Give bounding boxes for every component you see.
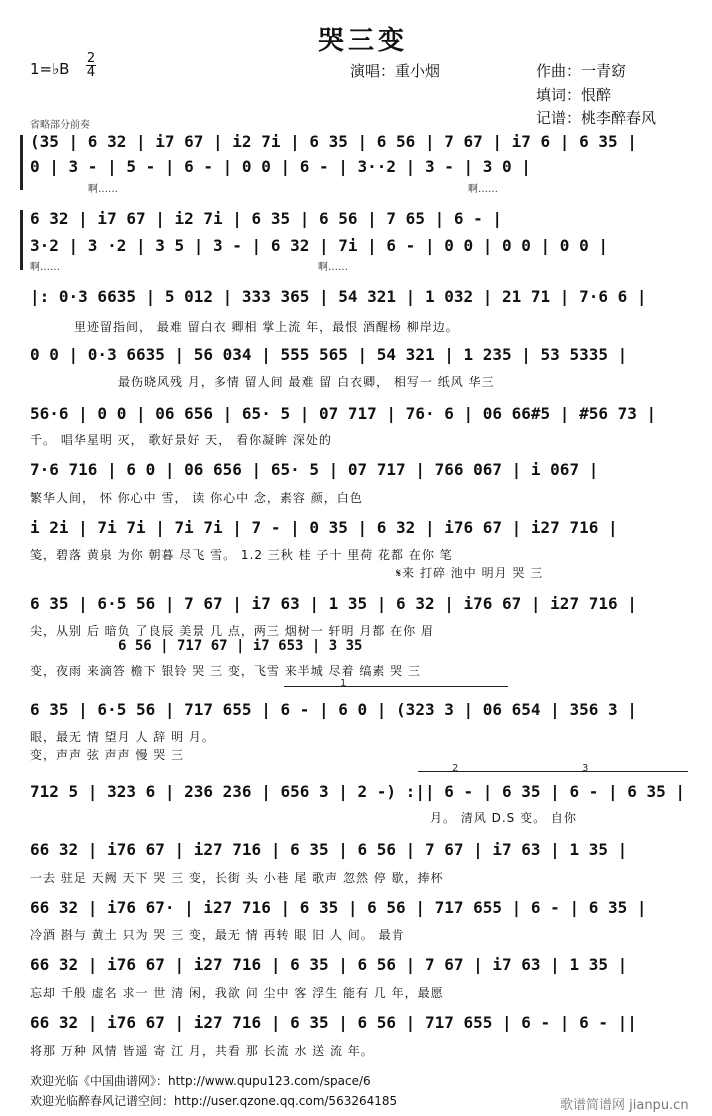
time-signature: [86, 52, 96, 79]
notation-line: 66 32 | i76 67 | i27 716 | 6 35 | 6 56 | 717 655 | 6 - | 6 - ||: [30, 1013, 637, 1032]
notation-line: (35 | 6 32 | i7 67 | i2 7i | 6 35 | 6 56 | 7 67 | i7 6 | 6 35 |: [30, 132, 637, 151]
lyric-line: 冷酒 斟与 黄土 只为 哭 三 变，最无 情 再转 眼 旧 人 间。 最肯: [30, 928, 405, 942]
time-top: 2: [86, 51, 96, 66]
notation-line-alt: 6 56 | 717 67 | i7 653 | 3 35: [118, 638, 363, 654]
lyric-ah: 啊……: [468, 184, 498, 195]
notation-line: i 2i | 7i 7i | 7i 7i | 7 - | 0 35 | 6 32 | i76 67 | i27 716 |: [30, 518, 618, 537]
lyric-line: 繁华人间， 怀 你心中 雪， 读 你心中 念，素容 颜，白色: [30, 491, 363, 505]
notation-line: |: 0·3 6635 | 5 012 | 333 365 | 54 321 | 1 032 | 21 71 | 7·6 6 |: [30, 287, 647, 306]
lyric-line: 月。 清风 D.S 变。 自你: [430, 811, 577, 825]
notation-line: 7·6 716 | 6 0 | 06 656 | 65· 5 | 07 717 | 766 067 | i 067 |: [30, 460, 599, 479]
lyricist-credit: 填词：恨醉: [536, 86, 612, 104]
footer-link-1[interactable]: 欢迎光临《中国曲谱网》：http://www.qupu123.com/space/6: [30, 1074, 371, 1088]
notation-line: 6 35 | 6·5 56 | 717 655 | 6 - | 6 0 | (323 3 | 06 654 | 356 3 |: [30, 700, 637, 719]
notation-line: 6 32 | i7 67 | i2 7i | 6 35 | 6 56 | 7 65 | 6 - |: [30, 209, 503, 228]
intro-note: 省略部分前奏: [30, 120, 90, 131]
lyric-line-2: 变，夜雨 来滴答 檐下 银铃 哭 三 变，飞雪 来半城 尽着 缟素 哭 三: [30, 664, 421, 678]
notation-line: 0 | 3 - | 5 - | 6 - | 0 0 | 6 - | 3··2 | 3 - | 3 0 |: [30, 157, 531, 176]
notation-line: 66 32 | i76 67 | i27 716 | 6 35 | 6 56 | 7 67 | i7 63 | 1 35 |: [30, 840, 628, 859]
footer-link-2[interactable]: 欢迎光临醉春风记谱空间：http://user.qzone.qq.com/563264185: [30, 1094, 398, 1108]
lyric-line-2: 𝄋来 打碎 池中 明月 哭 三: [396, 566, 544, 580]
key-signature: 1=♭B: [30, 60, 70, 78]
time-bottom: 4: [86, 65, 96, 80]
lyric-line-2: 变，声声 弦 声声 慢 哭 三: [30, 748, 185, 762]
lyric-line: 最伤晓风残 月，多情 留人间 最难 留 白衣卿， 相写一 纸风 华三: [118, 375, 495, 389]
song-title: 哭三变: [318, 26, 409, 56]
system-bracket: [20, 210, 23, 270]
transcriber-credit: 记谱：桃李醉春风: [536, 109, 657, 127]
lyric-ah: 啊……: [30, 262, 60, 273]
composer-credit: 作曲：一青窈: [536, 62, 627, 80]
volta-number: 1: [340, 678, 347, 689]
lyric-line: 一去 驻足 天阙 天下 哭 三 变，长街 头 小巷 尾 歌声 忽然 停 歇，捧杯: [30, 871, 444, 885]
notation-line: 0 0 | 0·3 6635 | 56 034 | 555 565 | 54 321 | 1 235 | 53 5335 |: [30, 345, 628, 364]
volta-number: 3: [582, 763, 589, 774]
lyric-ah: 啊……: [318, 262, 348, 273]
lyric-line: 尖，从别 后 暗负 了良辰 美景 几 点，两三 烟树一 轩明 月都 在你 眉: [30, 624, 434, 638]
notation-line: 66 32 | i76 67 | i27 716 | 6 35 | 6 56 | 7 67 | i7 63 | 1 35 |: [30, 955, 628, 974]
notation-line: 712 5 | 323 6 | 236 236 | 656 3 | 2 -) :|| 6 - | 6 35 | 6 - | 6 35 |: [30, 782, 686, 801]
notation-line: 56·6 | 0 0 | 06 656 | 65· 5 | 07 717 | 76· 6 | 06 66#5 | #56 73 |: [30, 404, 657, 423]
system-bracket: [20, 135, 23, 190]
lyric-line: 眼，最无 情 望月 人 辞 明 月。: [30, 730, 215, 744]
lyric-line: 忘却 千般 虚名 求一 世 清 闲，我欲 问 尘中 客 浮生 能有 几 年，最愿: [30, 986, 444, 1000]
lyric-line: 里迹留指间， 最难 留白衣 卿相 掌上流 年，最恨 酒醒杨 柳岸边。: [74, 320, 459, 334]
volta-number: 2: [452, 763, 459, 774]
volta-bracket-1: [284, 686, 508, 687]
lyric-ah: 啊……: [88, 184, 118, 195]
lyric-line: 笺，碧落 黄泉 为你 朝暮 尽飞 雪。 1.2 三秋 桂 子十 里荷 花都 在你 笔: [30, 548, 453, 562]
notation-line: 3·2 | 3 ·2 | 3 5 | 3 - | 6 32 | 7i | 6 - | 0 0 | 0 0 | 0 0 |: [30, 236, 608, 255]
volta-bracket-2: [418, 771, 548, 772]
watermark: 歌谱简谱网 jianpu.cn: [560, 1098, 689, 1113]
notation-line: 6 35 | 6·5 56 | 7 67 | i7 63 | 1 35 | 6 32 | i76 67 | i27 716 |: [30, 594, 637, 613]
notation-line: 66 32 | i76 67· | i27 716 | 6 35 | 6 56 | 717 655 | 6 - | 6 35 |: [30, 898, 647, 917]
lyric-line: 千。 唱华星明 灭， 歌好景好 天， 看你凝眸 深处的: [30, 433, 332, 447]
volta-bracket-3: [548, 771, 688, 772]
singer-credit: 演唱：重小烟: [350, 62, 441, 80]
lyric-line: 将那 万种 风情 皆遥 寄 江 月，共看 那 长流 水 送 流 年。: [30, 1044, 374, 1058]
